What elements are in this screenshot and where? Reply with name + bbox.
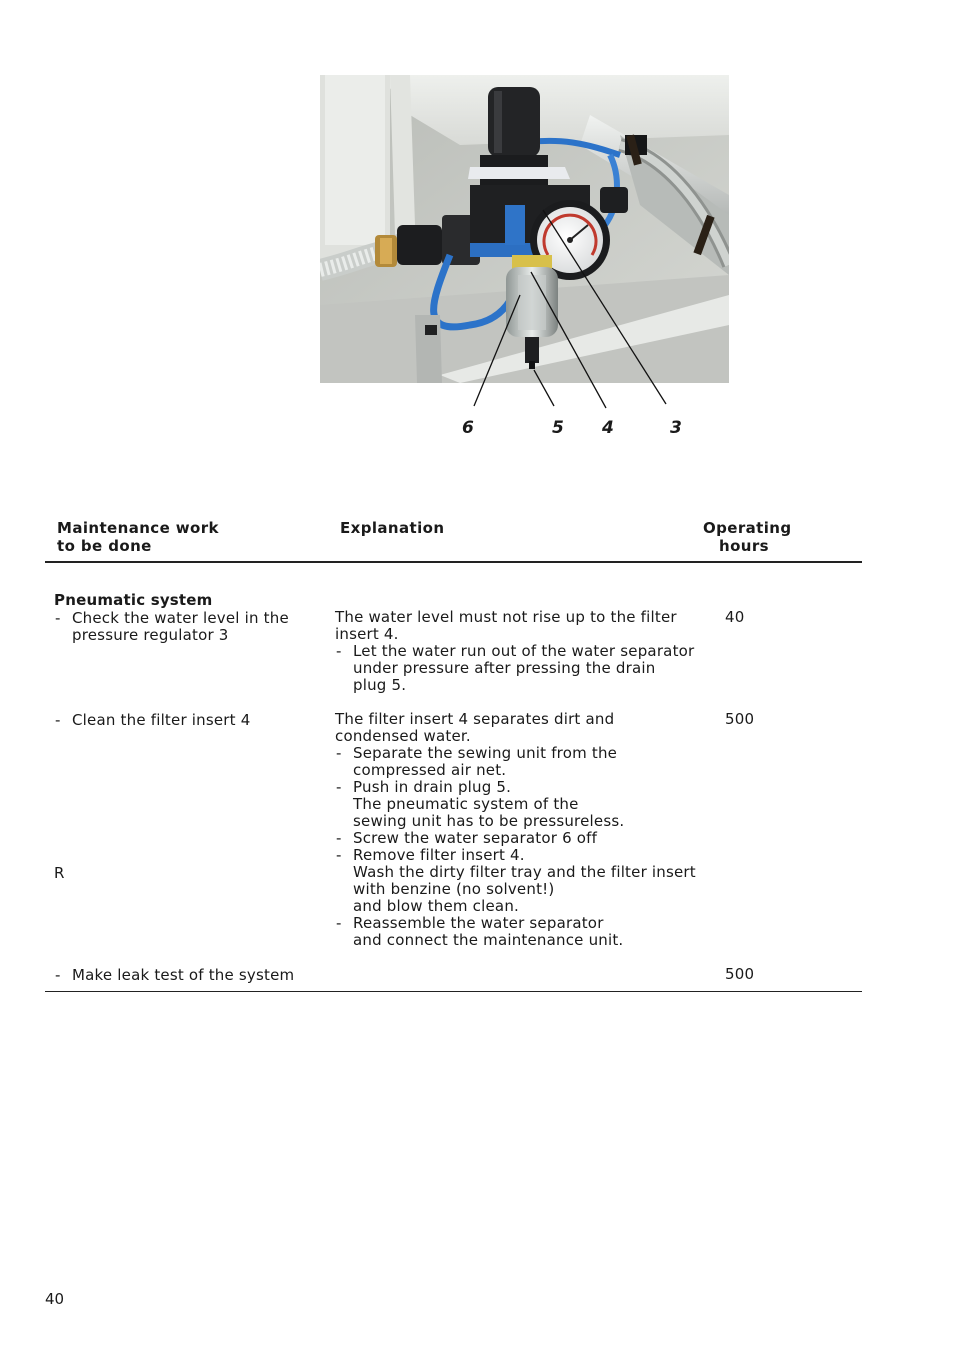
row-1-expl-line: insert 4.	[335, 625, 399, 643]
row-2-expl-line: - Push in drain plug 5.	[335, 779, 696, 796]
header-work-line-1: Maintenance work	[57, 519, 219, 537]
row-1-expl-line: plug 5.	[353, 676, 407, 694]
row-2-expl-line: The pneumatic system of the	[353, 795, 579, 813]
row-2-expl-line: condensed water.	[335, 727, 471, 745]
callout-5: 5	[552, 418, 564, 438]
row-2-expl-line: - Reassemble the water separator	[335, 915, 696, 932]
margin-mark: R	[54, 864, 65, 882]
row-1-work-line-2: pressure regulator 3	[72, 626, 229, 644]
maintenance-unit-illustration	[320, 75, 729, 383]
header-hours-line-2: hours	[719, 537, 769, 555]
header-maintenance-work	[57, 519, 219, 555]
header-hours-line-1: Operating	[703, 519, 792, 537]
row-1-expl-line: - Let the water run out of the water separator	[335, 643, 694, 660]
row-2-expl-line: - Remove filter insert 4.	[335, 847, 696, 864]
row-1-work-line-1: - Check the water level in the	[54, 610, 289, 627]
row-1-expl-line: The water level must not rise up to the filter	[335, 608, 677, 626]
row-2-expl-line: The filter insert 4 separates dirt and	[335, 710, 615, 728]
callout-6: 6	[462, 418, 474, 438]
table-row-1-work	[54, 610, 289, 644]
row-2-work-line-1: - Clean the filter insert 4	[54, 712, 250, 729]
table-row-3-work	[54, 967, 294, 984]
table-row-1-hours: 40	[725, 608, 745, 626]
row-3-work-line-1: - Make leak test of the system	[54, 967, 294, 984]
row-2-expl-line: with benzine (no solvent!)	[353, 880, 555, 898]
callout-3: 3	[670, 418, 682, 438]
page-number: 40	[45, 1290, 65, 1308]
table-row-3-hours: 500	[725, 965, 755, 983]
table-row-2-explanation	[335, 711, 696, 949]
table-row-1-explanation	[335, 609, 694, 694]
header-explanation: Explanation	[340, 519, 445, 537]
row-2-expl-line: sewing unit has to be pressureless.	[353, 812, 625, 830]
row-2-expl-line: Wash the dirty filter tray and the filter insert	[353, 863, 696, 881]
table-row-2-hours: 500	[725, 710, 755, 728]
row-2-expl-line: - Separate the sewing unit from the	[335, 745, 696, 762]
table-bottom-rule	[45, 991, 862, 992]
header-rule	[45, 561, 862, 563]
maintenance-unit-photo	[320, 75, 729, 383]
row-2-expl-line: and connect the maintenance unit.	[353, 931, 624, 949]
callout-4: 4	[602, 418, 614, 438]
row-2-expl-line: compressed air net.	[353, 761, 507, 779]
row-2-expl-line: and blow them clean.	[353, 897, 519, 915]
row-1-expl-line: under pressure after pressing the drain	[353, 659, 656, 677]
section-title: Pneumatic system	[54, 591, 213, 609]
table-row-2-work	[54, 712, 250, 729]
header-work-line-2: to be done	[57, 537, 152, 555]
header-operating-hours	[703, 519, 792, 555]
row-2-expl-line: - Screw the water separator 6 off	[335, 830, 696, 847]
